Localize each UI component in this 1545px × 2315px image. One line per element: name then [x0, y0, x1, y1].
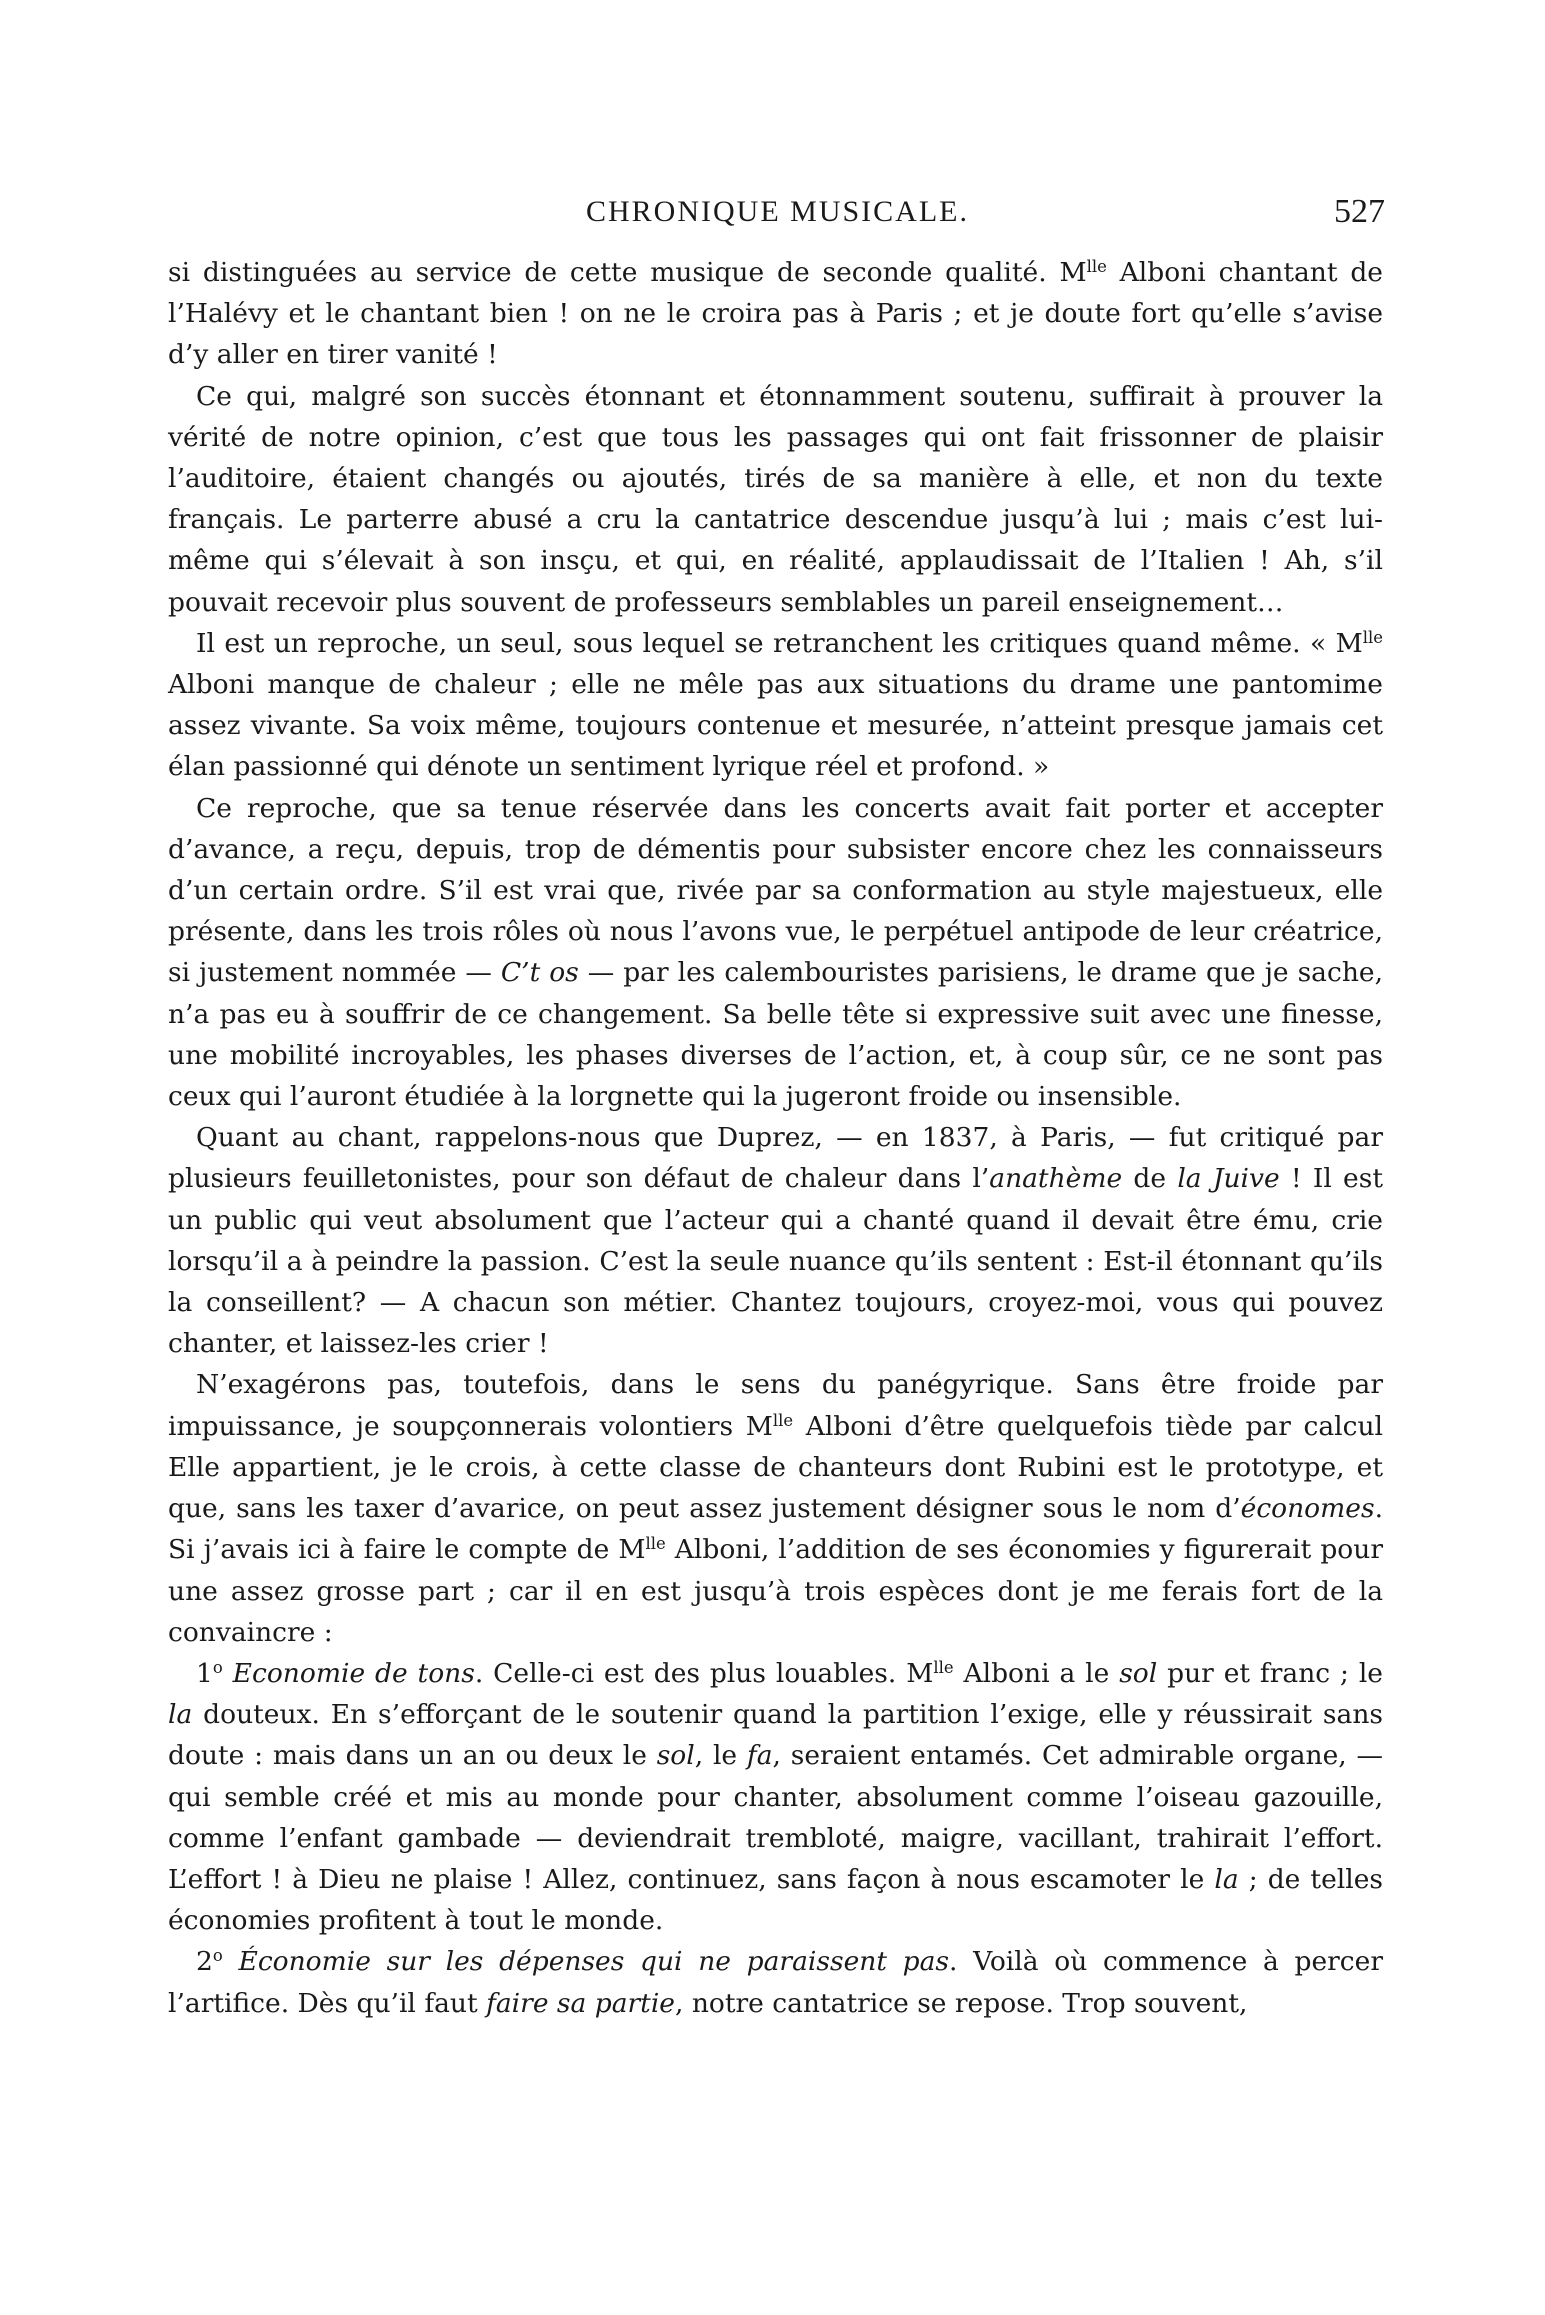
text-run: douteux. En s’efforçant de le soutenir quand la partition l’exige, elle y réussirait sans doute : mais dans un an ou deux le — [168, 1699, 1383, 1772]
italic-text: faire sa partie — [486, 1987, 675, 2019]
italic-text: économes — [1240, 1493, 1375, 1525]
text-run: Alboni manque de chaleur ; elle ne mêle pas aux situations du drame une pantomime assez vivante. Sa voix même, toujours contenue et mesurée, n’atteint presque jamais cet élan passionné qui dénote un sentiment lyrique réel et profond. » — [168, 669, 1383, 783]
text-run: Alboni d’être quelquefois tiède par calcul Elle appartient, je le crois, à cette classe de chanteurs dont Rubini est le prototype, et que, sans les taxer d’avarice, on peut assez justement désigner sous le nom d’ — [168, 1410, 1384, 1525]
paragraph — [168, 623, 1383, 788]
text-run: N’exagérons pas, toutefois, dans le sens du panégyrique. Sans être froide par impuissance, je soupçonnerais volontiers M — [168, 1369, 1383, 1442]
italic-text: la — [168, 1699, 193, 1731]
text-run — [223, 1946, 239, 1977]
italic-text: Economie de tons — [232, 1657, 475, 1689]
superscript: lle — [772, 1410, 794, 1430]
superscript: o — [212, 1657, 223, 1677]
paragraph — [168, 788, 1383, 1118]
paragraph — [168, 1117, 1383, 1364]
paragraph — [168, 1364, 1383, 1652]
paragraph — [168, 1653, 1383, 1941]
text-run: . Celle-ci est des plus louables. M — [474, 1657, 934, 1689]
text-run: pur et franc ; le — [1157, 1657, 1383, 1689]
superscript: lle — [645, 1534, 666, 1554]
text-run: si distinguées au service de cette musique de seconde qualité. M — [168, 257, 1087, 288]
italic-text: fa — [746, 1740, 773, 1772]
page-number: 527 — [1334, 193, 1385, 230]
text-run: Ce qui, malgré son succès étonnant et étonnamment soutenu, suffirait à prouver la vérité de notre opinion, c’est que tous les passages qui ont fait frissonner de plaisir l’auditoire, étaient changés ou ajoutés, tirés de sa manière à elle, et non du texte français. Le parterre abusé a cru la cantatrice descendue jusqu’à lui ; mais c’est lui-même qui s’élevait à son insçu, et qui, en réalité, applaudissait de l’Italien ! Ah, s’il pouvait recevoir plus souvent de professeurs semblables un pareil enseignement… — [168, 380, 1383, 618]
italic-text: anathème — [989, 1163, 1123, 1195]
text-run: , le — [694, 1740, 747, 1772]
text-run: 2 — [196, 1946, 213, 1978]
text-run: , notre cantatrice se repose. Trop souvent, — [675, 1987, 1248, 2019]
text-run: Alboni a le — [953, 1657, 1120, 1689]
text-run: ; de telles économies profitent à tout le monde. — [168, 1863, 1383, 1937]
superscript: lle — [933, 1657, 954, 1677]
text-run: — par les calembouristes parisiens, le drame que je sache, n’a pas eu à souffrir de ce changement. Sa belle tête si expressive suit avec une finesse, une mobilité incroyables, les phases diverses de l’action, et, à coup sûr, ce ne sont pas ceux qui l’auront étudiée à la lorgnette qui la jugeront froide ou insensible. — [168, 957, 1383, 1113]
text-run: Alboni chantant de l’Halévy et le chantant bien ! on ne le croira pas à Paris ; et je doute fort qu’elle s’avise d’y aller en tirer vanité ! — [168, 257, 1383, 371]
paragraph — [168, 376, 1383, 623]
paragraph — [168, 252, 1383, 376]
text-run: Ce reproche, que sa tenue réservée dans les concerts avait fait porter et accepter d’avance, a reçu, depuis, trop de démentis pour subsister encore chez les connaisseurs d’un certain ordre. S’il est vrai que, rivée par sa conformation au style majestueux, elle présente, dans les trois rôles où nous l’avons vue, le perpétuel antipode de leur créatrice, si justement nommée — — [168, 792, 1383, 989]
text-run: 1 — [196, 1657, 213, 1689]
text-run: Il est un reproche, un seul, sous lequel se retranchent les critiques quand même. « M — [196, 627, 1363, 659]
italic-text: sol — [656, 1740, 695, 1772]
italic-text: sol — [1119, 1657, 1158, 1689]
italic-text: la Juive — [1177, 1163, 1280, 1195]
text-run: . Voilà où commence à percer l’artifice. Dès qu’il faut — [168, 1946, 1383, 2019]
text-run: Alboni, l’addition de ses économies y figurerait pour une assez grosse part ; car il en est jusqu’à trois espèces dont je me ferais fort de la convaincre : — [168, 1534, 1383, 1648]
italic-text: Économie sur les dépenses qui ne paraissent pas — [238, 1946, 950, 1978]
body-text — [168, 252, 1383, 2024]
text-run: . Si j’avais ici à faire le compte de M — [168, 1493, 1383, 1566]
italic-text: la — [1214, 1863, 1239, 1895]
running-title: CHRONIQUE MUSICALE. — [586, 195, 969, 228]
text-run — [223, 1658, 233, 1689]
text-run: , seraient entamés. Cet admirable organe, — qui semble créé et mis au monde pour chanter, absolument comme l’oiseau gazouille, comme l’enfant gambade — deviendrait trembloté, maigre, vacillant, trahirait l’effort. L’effort ! à Dieu ne plaise ! Allez, continuez, sans façon à nous escamoter le — [168, 1740, 1383, 1895]
paragraph — [168, 1941, 1383, 2023]
running-head — [170, 195, 1385, 235]
superscript: lle — [1362, 627, 1383, 647]
italic-text: C’t os — [500, 957, 579, 989]
text-run: de — [1122, 1163, 1178, 1195]
text-run: ! Il est un public qui veut absolument que l’acteur qui a chanté quand il devait être ému, crie lorsqu’il a à peindre la passion. C’est la seule nuance qu’ils sentent : Est-il étonnant qu’ils la conseillent? — A chacun son métier. Chantez toujours, croyez-moi, vous qui pouvez chanter, et laissez-les crier ! — [168, 1163, 1383, 1360]
superscript: o — [212, 1946, 223, 1966]
superscript: lle — [1086, 256, 1107, 276]
text-run: Quant au chant, rappelons-nous que Duprez, — en 1837, à Paris, — fut critiqué par plusieurs feuilletonistes, pour son défaut de chaleur dans l’ — [168, 1122, 1383, 1195]
